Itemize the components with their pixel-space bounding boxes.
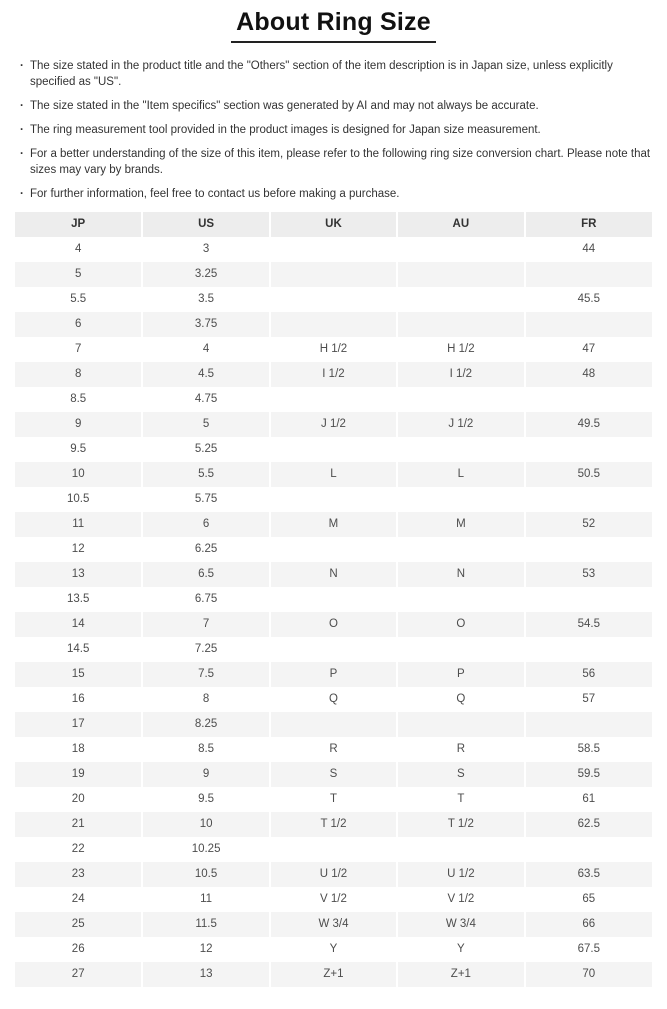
table-cell: Q: [270, 687, 397, 712]
table-cell: [525, 487, 652, 512]
table-cell: 44: [525, 237, 652, 262]
table-cell: 10.5: [142, 862, 269, 887]
table-cell: [525, 712, 652, 737]
bullet-item: [20, 186, 655, 202]
table-cell: [525, 837, 652, 862]
table-cell: P: [270, 662, 397, 687]
table-cell: I 1/2: [397, 362, 524, 387]
table-cell: [397, 637, 524, 662]
table-cell: V 1/2: [270, 887, 397, 912]
table-cell: Z+1: [397, 962, 524, 987]
table-cell: W 3/4: [397, 912, 524, 937]
table-cell: [525, 437, 652, 462]
table-cell: L: [270, 462, 397, 487]
table-cell: 5.25: [142, 437, 269, 462]
table-cell: 57: [525, 687, 652, 712]
bullet-text: For further information, feel free to contact us before making a purchase.: [30, 187, 400, 200]
table-row: [15, 862, 652, 887]
table-cell: 14.5: [67, 643, 90, 655]
table-row: [15, 362, 652, 387]
table-row: [15, 962, 652, 987]
table-row: [15, 712, 652, 737]
bullet-dot: ·: [20, 187, 24, 200]
table-cell: 9.5: [70, 443, 87, 455]
column-header-uk: UK: [270, 212, 397, 237]
table-cell: 11: [142, 887, 269, 912]
table-cell: Z+1: [270, 962, 397, 987]
bullet-text: The size stated in the "Item specifics" section was generated by AI and may not always be accurate.: [30, 99, 539, 112]
table-row: [15, 787, 652, 812]
table-cell: 12: [142, 937, 269, 962]
table-cell: M: [270, 512, 397, 537]
table-cell: T: [397, 787, 524, 812]
table-row: [15, 837, 652, 862]
table-cell: 50.5: [525, 462, 652, 487]
table-cell: 65: [525, 887, 652, 912]
table-header: [15, 212, 652, 237]
table-cell: 16: [71, 693, 85, 705]
bullet-dot: ·: [20, 123, 24, 136]
table-cell: [270, 387, 397, 412]
table-cell: 8.5: [142, 737, 269, 762]
table-cell: [270, 262, 397, 287]
table-cell: 5.5: [142, 462, 269, 487]
table-cell: 5.5: [70, 293, 87, 305]
bullet-item: [20, 98, 655, 114]
table-cell: 3.5: [142, 287, 269, 312]
table-cell: 26: [71, 943, 85, 955]
table-row: [15, 762, 652, 787]
table-cell: 15: [15, 662, 142, 687]
table-cell: O: [397, 612, 524, 637]
bullet-text: The size stated in the product title and the "Others" section of the item description is in Japan size, unless explicitly specified as "US".: [30, 59, 613, 88]
table-cell: 62.5: [525, 812, 652, 837]
table-cell: 9.5: [142, 787, 269, 812]
table-cell: Y: [397, 937, 524, 962]
ring-size-conversion-table: [15, 212, 652, 987]
table-cell: 8: [142, 687, 269, 712]
table-cell: 48: [525, 362, 652, 387]
table-row: [15, 612, 652, 637]
table-cell: 5: [15, 262, 142, 287]
table-cell: 47: [525, 337, 652, 362]
table-cell: 10.25: [142, 837, 269, 862]
table-cell: P: [397, 662, 524, 687]
bullet-item: [20, 122, 655, 138]
table-cell: 58.5: [525, 737, 652, 762]
table-cell: [397, 712, 524, 737]
bullet-item: [20, 146, 655, 178]
bullet-text: For a better understanding of the size of this item, please refer to the following ring size conversion chart. Please note that sizes may vary by brands.: [30, 147, 651, 176]
table-row: [15, 887, 652, 912]
table-cell: [270, 837, 397, 862]
table-cell: 12: [71, 543, 85, 555]
table-row: [15, 562, 652, 587]
table-cell: 13.5: [67, 593, 90, 605]
table-cell: [525, 262, 652, 287]
table-cell: S: [397, 762, 524, 787]
table-cell: 7: [142, 612, 269, 637]
table-row: [15, 637, 652, 662]
table-cell: N: [397, 562, 524, 587]
table-cell: 4.75: [142, 387, 269, 412]
table-row: [15, 412, 652, 437]
table-cell: 7.25: [142, 637, 269, 662]
table-cell: [397, 487, 524, 512]
table-cell: 45.5: [525, 287, 652, 312]
table-cell: 8: [15, 362, 142, 387]
column-header-au: AU: [397, 212, 524, 237]
table-cell: [525, 312, 652, 337]
table-cell: 11: [15, 512, 142, 537]
table-row: [15, 587, 652, 612]
table-cell: 19: [15, 762, 142, 787]
table-cell: [270, 637, 397, 662]
bullet-text: The ring measurement tool provided in the product images is designed for Japan size measurement.: [30, 123, 541, 136]
table-cell: S: [270, 762, 397, 787]
table-cell: 13: [15, 562, 142, 587]
bullet-dot: ·: [20, 99, 24, 112]
table-cell: 9: [142, 762, 269, 787]
column-header-jp: JP: [15, 212, 142, 237]
table-cell: 3: [142, 237, 269, 262]
table-cell: 23: [15, 862, 142, 887]
table-cell: 21: [15, 812, 142, 837]
table-row: [15, 312, 652, 337]
table-cell: [270, 312, 397, 337]
table-cell: W 3/4: [270, 912, 397, 937]
bullet-item: [20, 58, 655, 90]
table-cell: [270, 487, 397, 512]
table-cell: T: [270, 787, 397, 812]
table-row: [15, 487, 652, 512]
table-row: [15, 437, 652, 462]
table-cell: 5: [142, 412, 269, 437]
table-cell: 66: [525, 912, 652, 937]
table-cell: 53: [525, 562, 652, 587]
table-cell: [525, 537, 652, 562]
table-cell: 4: [142, 337, 269, 362]
table-cell: 20: [71, 793, 85, 805]
table-cell: [525, 587, 652, 612]
table-row: [15, 337, 652, 362]
table-row: [15, 287, 652, 312]
table-cell: 3.75: [142, 312, 269, 337]
table-cell: 63.5: [525, 862, 652, 887]
table-cell: 9: [15, 412, 142, 437]
table-row: [15, 662, 652, 687]
table-cell: M: [397, 512, 524, 537]
table-row: [15, 462, 652, 487]
table-cell: 22: [71, 843, 85, 855]
table-cell: [525, 637, 652, 662]
table-cell: U 1/2: [397, 862, 524, 887]
table-cell: 6: [142, 512, 269, 537]
table-cell: [397, 537, 524, 562]
table-cell: 10: [15, 462, 142, 487]
table-cell: 8.5: [70, 393, 87, 405]
table-cell: 52: [525, 512, 652, 537]
column-header-fr: FR: [525, 212, 652, 237]
table-cell: 3.25: [142, 262, 269, 287]
table-cell: 27: [15, 962, 142, 987]
table-cell: N: [270, 562, 397, 587]
table-cell: [525, 387, 652, 412]
table-cell: 70: [525, 962, 652, 987]
table-cell: 49.5: [525, 412, 652, 437]
table-cell: [270, 237, 397, 262]
table-row: [15, 737, 652, 762]
table-cell: 7: [74, 343, 82, 355]
table-cell: 67.5: [525, 937, 652, 962]
table-cell: H 1/2: [270, 337, 397, 362]
table-cell: 8.25: [142, 712, 269, 737]
table-cell: T 1/2: [397, 812, 524, 837]
table-cell: 6.25: [142, 537, 269, 562]
table-cell: Y: [270, 937, 397, 962]
table-row: [15, 237, 652, 262]
table-cell: Q: [397, 687, 524, 712]
table-cell: [270, 712, 397, 737]
table-cell: 10.5: [67, 493, 90, 505]
table-header-row: [15, 212, 652, 237]
table-cell: H 1/2: [397, 337, 524, 362]
table-cell: 25: [15, 912, 142, 937]
table-cell: 24: [71, 893, 85, 905]
page-title: About Ring Size: [231, 9, 436, 43]
table-cell: 6: [15, 312, 142, 337]
table-cell: 56: [525, 662, 652, 687]
table-cell: [397, 437, 524, 462]
table-cell: [397, 237, 524, 262]
table-cell: 13: [142, 962, 269, 987]
table-cell: [397, 312, 524, 337]
bullet-list: [20, 58, 655, 202]
table-cell: [397, 587, 524, 612]
table-cell: L: [397, 462, 524, 487]
table-row: [15, 262, 652, 287]
table-cell: [270, 537, 397, 562]
table-cell: 6.75: [142, 587, 269, 612]
table-cell: 11.5: [142, 912, 269, 937]
table-row: [15, 387, 652, 412]
title-wrap: [0, 9, 667, 43]
table-cell: T 1/2: [270, 812, 397, 837]
table-cell: 18: [71, 743, 85, 755]
table-cell: 14: [15, 612, 142, 637]
table-cell: 6.5: [142, 562, 269, 587]
table-row: [15, 912, 652, 937]
bullet-dot: ·: [20, 59, 24, 72]
table-cell: I 1/2: [270, 362, 397, 387]
table-cell: 7.5: [142, 662, 269, 687]
table-row: [15, 687, 652, 712]
table-cell: 4.5: [142, 362, 269, 387]
table-cell: 61: [525, 787, 652, 812]
table-row: [15, 512, 652, 537]
table-cell: R: [397, 737, 524, 762]
table-row: [15, 537, 652, 562]
table-cell: 59.5: [525, 762, 652, 787]
bullet-dot: ·: [20, 147, 24, 160]
table-cell: J 1/2: [270, 412, 397, 437]
table-cell: [270, 587, 397, 612]
table-cell: U 1/2: [270, 862, 397, 887]
table-cell: 54.5: [525, 612, 652, 637]
table-cell: 4: [74, 243, 82, 255]
table-cell: [270, 287, 397, 312]
table-cell: J 1/2: [397, 412, 524, 437]
table-cell: [270, 437, 397, 462]
table-cell: 10: [142, 812, 269, 837]
table-row: [15, 937, 652, 962]
table-cell: V 1/2: [397, 887, 524, 912]
table-cell: 17: [15, 712, 142, 737]
table-cell: [397, 287, 524, 312]
table-cell: [397, 262, 524, 287]
column-header-us: US: [142, 212, 269, 237]
table-cell: [397, 387, 524, 412]
size-table-body: [15, 237, 652, 987]
table-cell: 5.75: [142, 487, 269, 512]
table-cell: [397, 837, 524, 862]
table-cell: R: [270, 737, 397, 762]
table-cell: O: [270, 612, 397, 637]
table-row: [15, 812, 652, 837]
